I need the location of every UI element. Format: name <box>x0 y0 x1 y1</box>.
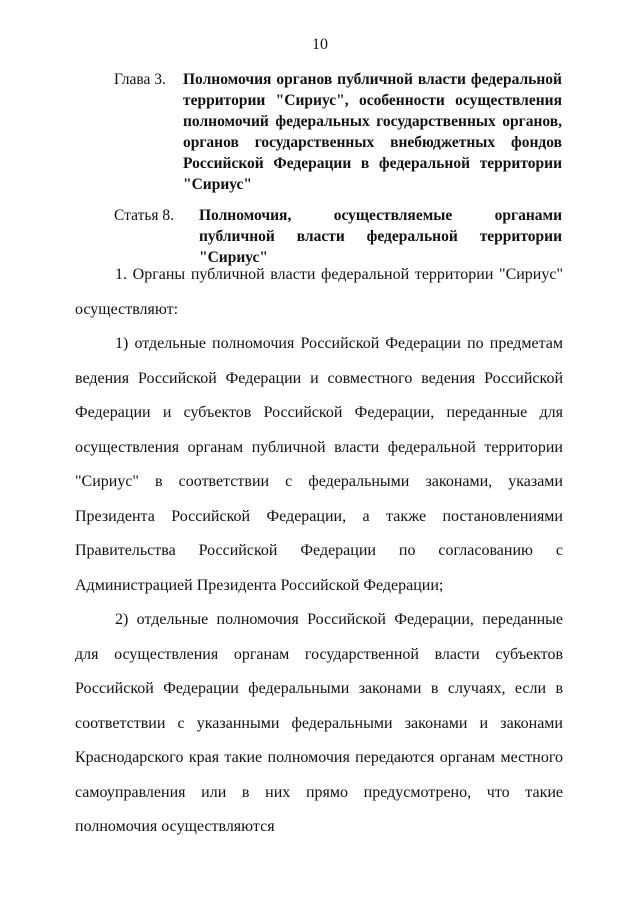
chapter-label: Глава 3. <box>114 71 166 88</box>
document-body <box>75 258 563 845</box>
paragraph-item-2: 2) отдельные полномочия Российской Федерации, переданные для осуществления органам государственной власти субъектов Российской Федерации федеральными законами в случаях, если в соответствии с указанными федеральными законами и законами Краснодарского края такие полномочия передаются органам местного самоуправления или в них прямо предусмотрено, что такие полномочия осуществляются <box>75 611 563 835</box>
chapter-title: Полномочия органов публичной власти федеральной территории "Сириус", особенности осуществления полномочий федеральных государственных органов, органов государственных внебюджетных фондов Российской Федерации в федеральной территории "Сириус" <box>183 71 562 193</box>
article-label: Статья 8. <box>114 207 175 224</box>
page-number: 10 <box>312 36 328 53</box>
paragraph-1: 1. Органы публичной власти федеральной территории "Сириус" осуществляют: <box>75 266 563 318</box>
chapter-heading <box>114 69 562 195</box>
article-title: Полномочия, осуществляемые органами публичной власти федеральной территории "Сириус" <box>199 207 562 266</box>
paragraph-item-1: 1) отдельные полномочия Российской Федерации по предметам ведения Российской Федерации и совместного ведения Российской Федерации и субъектов Российской Федерации, переданные для осуществления органам публичной власти федеральной территории "Сириус" в соответствии с федеральными законами, указами Президента Российской Федерации, а также постановлениями Правительства Российской Федерации по согласованию с Администрацией Президента Российской Федерации; <box>75 335 563 594</box>
